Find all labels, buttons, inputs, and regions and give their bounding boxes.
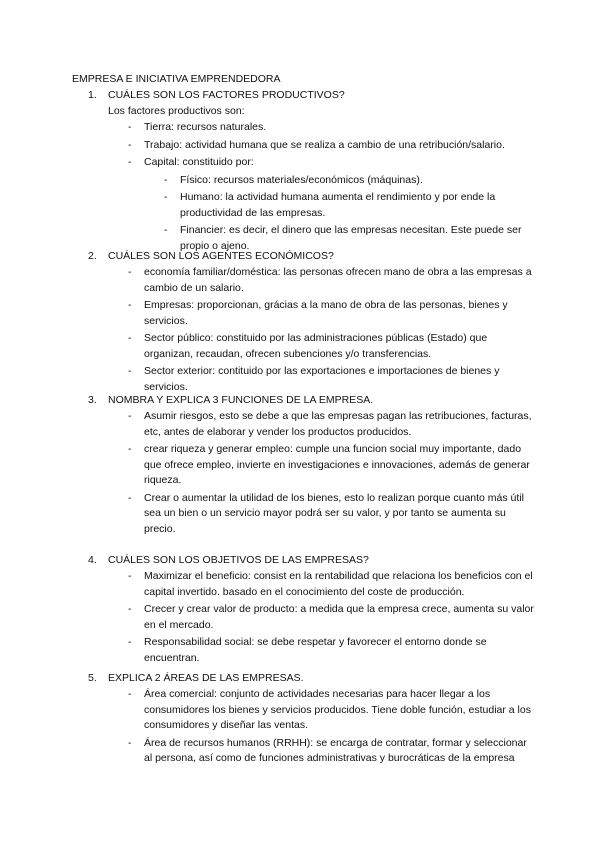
list-item (0, 687, 600, 734)
list-item-text: Área comercial: conjunto de actividades necesarias para hacer llegar a los consumidores los bienes y servicios producidos. Tiene doble función, estudiar a los consumidores y diseñar las ventas. (144, 688, 531, 731)
question-text: CUÁLES SON LOS OBJETIVOS DE LAS EMPRESAS? (108, 554, 369, 566)
question-text: CUÁLES SON LOS FACTORES PRODUCTIVOS? (108, 89, 345, 101)
list-item (0, 491, 600, 538)
list-item-text: Tierra: recursos naturales. (144, 121, 267, 133)
sub-list-item-text: Financier: es decir, el dinero que las empresas necesitan. Este puede ser propio o ajeno. (180, 224, 522, 252)
bullet-dash: - (128, 156, 132, 168)
bullet-dash: - (128, 636, 132, 648)
list-item (0, 138, 600, 154)
question-heading (0, 671, 600, 687)
list-item (0, 442, 600, 489)
question-heading (0, 249, 600, 265)
list-item-text: Asumir riesgos, esto se debe a que las empresas pagan las retribuciones, facturas, etc, antes de elaborar y vender los productos producidos. (144, 410, 532, 438)
question-text: EXPLICA 2 ÁREAS DE LAS EMPRESAS. (108, 672, 304, 684)
section-areas-empresas (0, 671, 600, 769)
section-factores-productivos (0, 88, 600, 256)
question-heading (0, 553, 600, 569)
list-item (0, 736, 600, 767)
list-item (0, 569, 600, 600)
bullet-dash: - (128, 299, 132, 311)
bullet-dash: - (128, 332, 132, 344)
list-item-text: Crear o aumentar la utilidad de los bienes, esto lo realizan porque cuanto más útil sea un bien o un servicio mayor podrá ser su valor, y por tanto se aumenta su precio. (144, 491, 524, 535)
question-heading (0, 393, 600, 409)
sub-list-item-text: Humano: la actividad humana aumenta el rendimiento y por ende la productividad de las empresas. (180, 191, 496, 219)
question-number: 5. (88, 672, 97, 684)
list-item-text: Sector público: constituido por las administraciones públicas (Estado) que organizan, recaudan, ofrecen subenciones y/o transferencias. (144, 332, 488, 360)
list-item-text: economía familiar/doméstica: las personas ofrecen mano de obra a las empresas a cambio de un salario. (144, 266, 532, 294)
list-item-text: Sector exterior: contituido por las exportaciones e importaciones de bienes y servicios. (144, 365, 500, 393)
bullet-dash: - (164, 191, 168, 203)
list-item (0, 364, 600, 395)
question-number: 1. (88, 89, 97, 101)
list-item-text: Área de recursos humanos (RRHH): se encarga de contratar, formar y seleccionar al persona, así como de funciones administrativas y burocráticas de la empresa (144, 736, 527, 764)
list-item (0, 155, 600, 171)
bullet-dash: - (128, 266, 132, 278)
bullet-dash: - (128, 736, 132, 749)
list-item-text: Empresas: proporcionan, grácias a la mano de obra de las personas, bienes y servicios. (144, 299, 508, 327)
section-agentes-economicos (0, 249, 600, 397)
bullet-dash: - (128, 688, 132, 700)
question-text: CUÁLES SON LOS AGENTES ECONÓMICOS? (108, 250, 334, 262)
bullet-dash: - (128, 121, 132, 133)
sub-list-item-text: Físico: recursos materiales/económicos (máquinas). (180, 173, 423, 186)
bullet-dash: - (128, 410, 132, 422)
question-number: 4. (88, 554, 97, 566)
list-item-text: Trabajo: actividad humana que se realiza a cambio de una retribución/salario. (144, 138, 505, 151)
document-title: EMPRESA E INICIATIVA EMPRENDEDORA (72, 73, 281, 85)
list-item (0, 298, 600, 329)
sub-list-item (0, 173, 600, 189)
list-item (0, 331, 600, 362)
sub-list-item (0, 190, 600, 221)
question-number: 3. (88, 394, 97, 406)
bullet-dash: - (128, 603, 132, 615)
bullet-dash: - (128, 491, 132, 504)
list-item-text: Crecer y crear valor de producto: a medida que la empresa crece, aumenta su valor en el mercado. (144, 603, 534, 631)
question-number: 2. (88, 250, 97, 262)
list-item-text: Capital: constituido por: (144, 156, 254, 168)
section-funciones-empresa (0, 393, 600, 539)
list-item-text: Responsabilidad social: se debe respetar y favorecer el entorno donde se encuentran. (144, 636, 487, 664)
question-text: NOMBRA Y EXPLICA 3 FUNCIONES DE LA EMPRESA. (108, 394, 374, 406)
list-item (0, 602, 600, 633)
bullet-dash: - (128, 570, 132, 582)
question-heading (0, 88, 600, 104)
section-objetivos-empresas (0, 553, 600, 668)
list-item (0, 120, 600, 136)
intro-text: Los factores productivos son: (108, 105, 245, 117)
list-item (0, 409, 600, 440)
bullet-dash: - (128, 365, 132, 377)
bullet-dash: - (164, 173, 168, 186)
bullet-dash: - (128, 443, 132, 455)
list-item-text: crear riqueza y generar empleo: cumple una funcion social muy importante, dado que ofrece empleo, invierte en investigaciones e innovaciones, además de generar riqueza. (144, 443, 530, 486)
bullet-dash: - (164, 224, 168, 236)
list-item (0, 635, 600, 666)
bullet-dash: - (128, 138, 132, 151)
list-item (0, 265, 600, 296)
list-item-text: Maximizar el beneficio: consist en la rentabilidad que relaciona los beneficios con el capital invertido. basado en el conocimiento del coste de producción. (144, 570, 533, 598)
